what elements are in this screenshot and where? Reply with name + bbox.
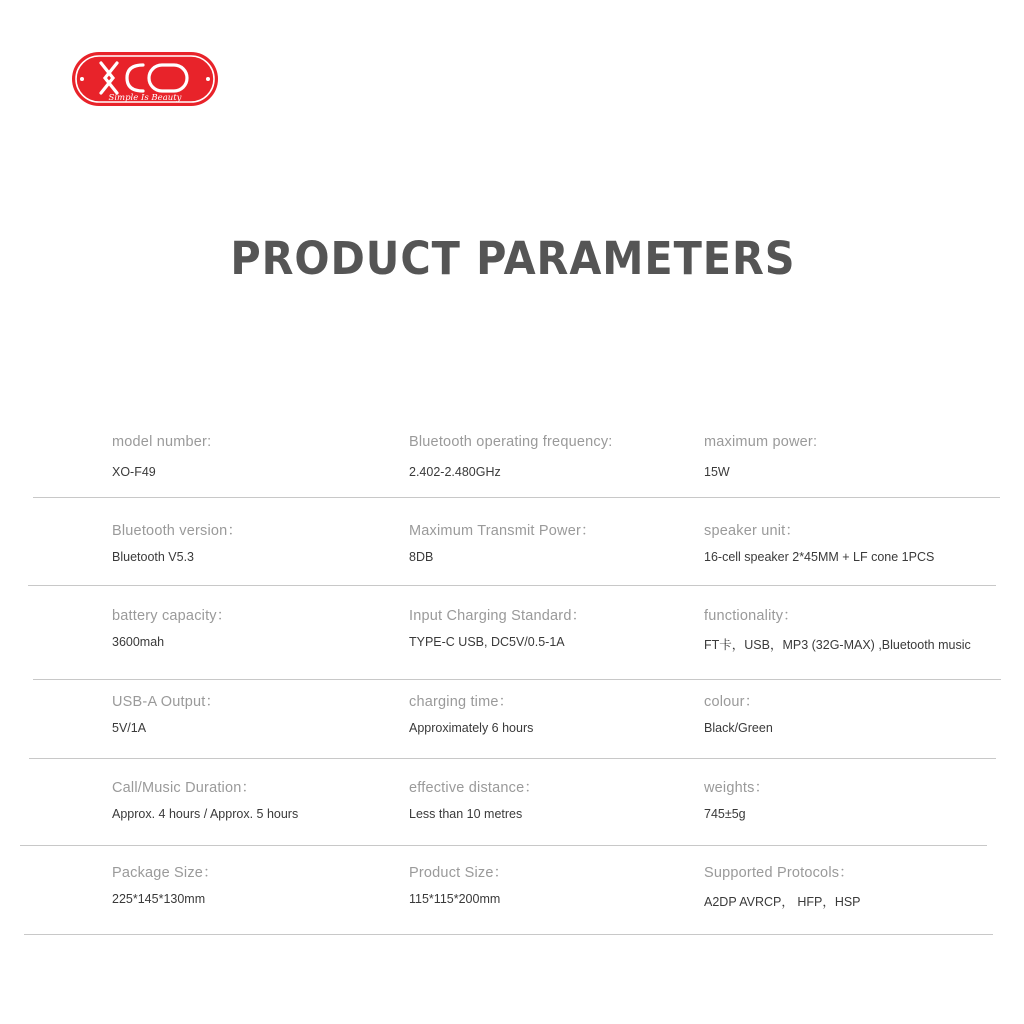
spec-value: Approx. 4 hours / Approx. 5 hours	[112, 807, 299, 821]
spec-label: Input Charging Standard：	[409, 608, 587, 624]
spec-value: Less than 10 metres	[409, 807, 523, 821]
spec-label: model number:	[112, 434, 212, 450]
spec-value: 3600mah	[112, 635, 165, 649]
spec-label: Package Size：	[112, 865, 218, 881]
spec-value: Black/Green	[704, 721, 773, 735]
spec-label: effective distance：	[409, 780, 540, 796]
spec-value: TYPE-C USB, DC5V/0.5-1A	[409, 635, 565, 649]
spec-value: FT卡，USB，MP3 (32G-MAX) ,Bluetooth music	[704, 638, 971, 652]
row-divider	[33, 497, 1000, 498]
row-divider	[24, 934, 993, 935]
spec-label: Bluetooth version：	[112, 523, 243, 539]
spec-value: Bluetooth V5.3	[112, 550, 195, 564]
spec-value: 745±5g	[704, 807, 746, 821]
spec-label: Supported Protocols：	[704, 865, 854, 881]
spec-label: maximum power:	[704, 434, 818, 450]
spec-label: Bluetooth operating frequency:	[409, 434, 613, 450]
spec-value: 15W	[704, 465, 730, 479]
spec-label: battery capacity：	[112, 608, 232, 624]
spec-label: speaker unit：	[704, 523, 801, 539]
spec-value: 2.402-2.480GHz	[409, 465, 501, 479]
spec-row	[0, 434, 1024, 519]
brand-logo	[71, 51, 219, 107]
row-divider	[28, 585, 996, 586]
spec-label: Call/Music Duration：	[112, 780, 257, 796]
row-divider	[20, 845, 987, 846]
spec-label: charging time：	[409, 694, 514, 710]
spec-value: 115*115*200mm	[409, 892, 501, 906]
spec-label: Maximum Transmit Power：	[409, 523, 596, 539]
spec-value: 225*145*130mm	[112, 892, 206, 906]
spec-label: colour：	[704, 694, 760, 710]
spec-row	[0, 604, 1024, 689]
spec-label: functionality：	[704, 608, 798, 624]
page-title: PRODUCT PARAMETERS	[230, 232, 796, 285]
spec-label: Product Size：	[409, 865, 509, 881]
row-divider	[33, 679, 1001, 680]
brand-tagline: Simple Is Beauty	[108, 93, 182, 103]
spec-label: weights：	[704, 780, 770, 796]
spec-value: 16-cell speaker 2*45MM + LF cone 1PCS	[704, 550, 935, 564]
spec-row	[0, 690, 1024, 775]
spec-value: Approximately 6 hours	[409, 721, 534, 735]
spec-value: XO-F49	[112, 465, 156, 479]
row-divider	[29, 758, 996, 759]
spec-value: A2DP AVRCP， HFP，HSP	[704, 895, 861, 909]
spec-value: 5V/1A	[112, 721, 147, 735]
spec-row	[0, 776, 1024, 861]
spec-row	[0, 519, 1024, 604]
spec-value: 8DB	[409, 550, 434, 564]
spec-label: USB-A Output：	[112, 694, 221, 710]
